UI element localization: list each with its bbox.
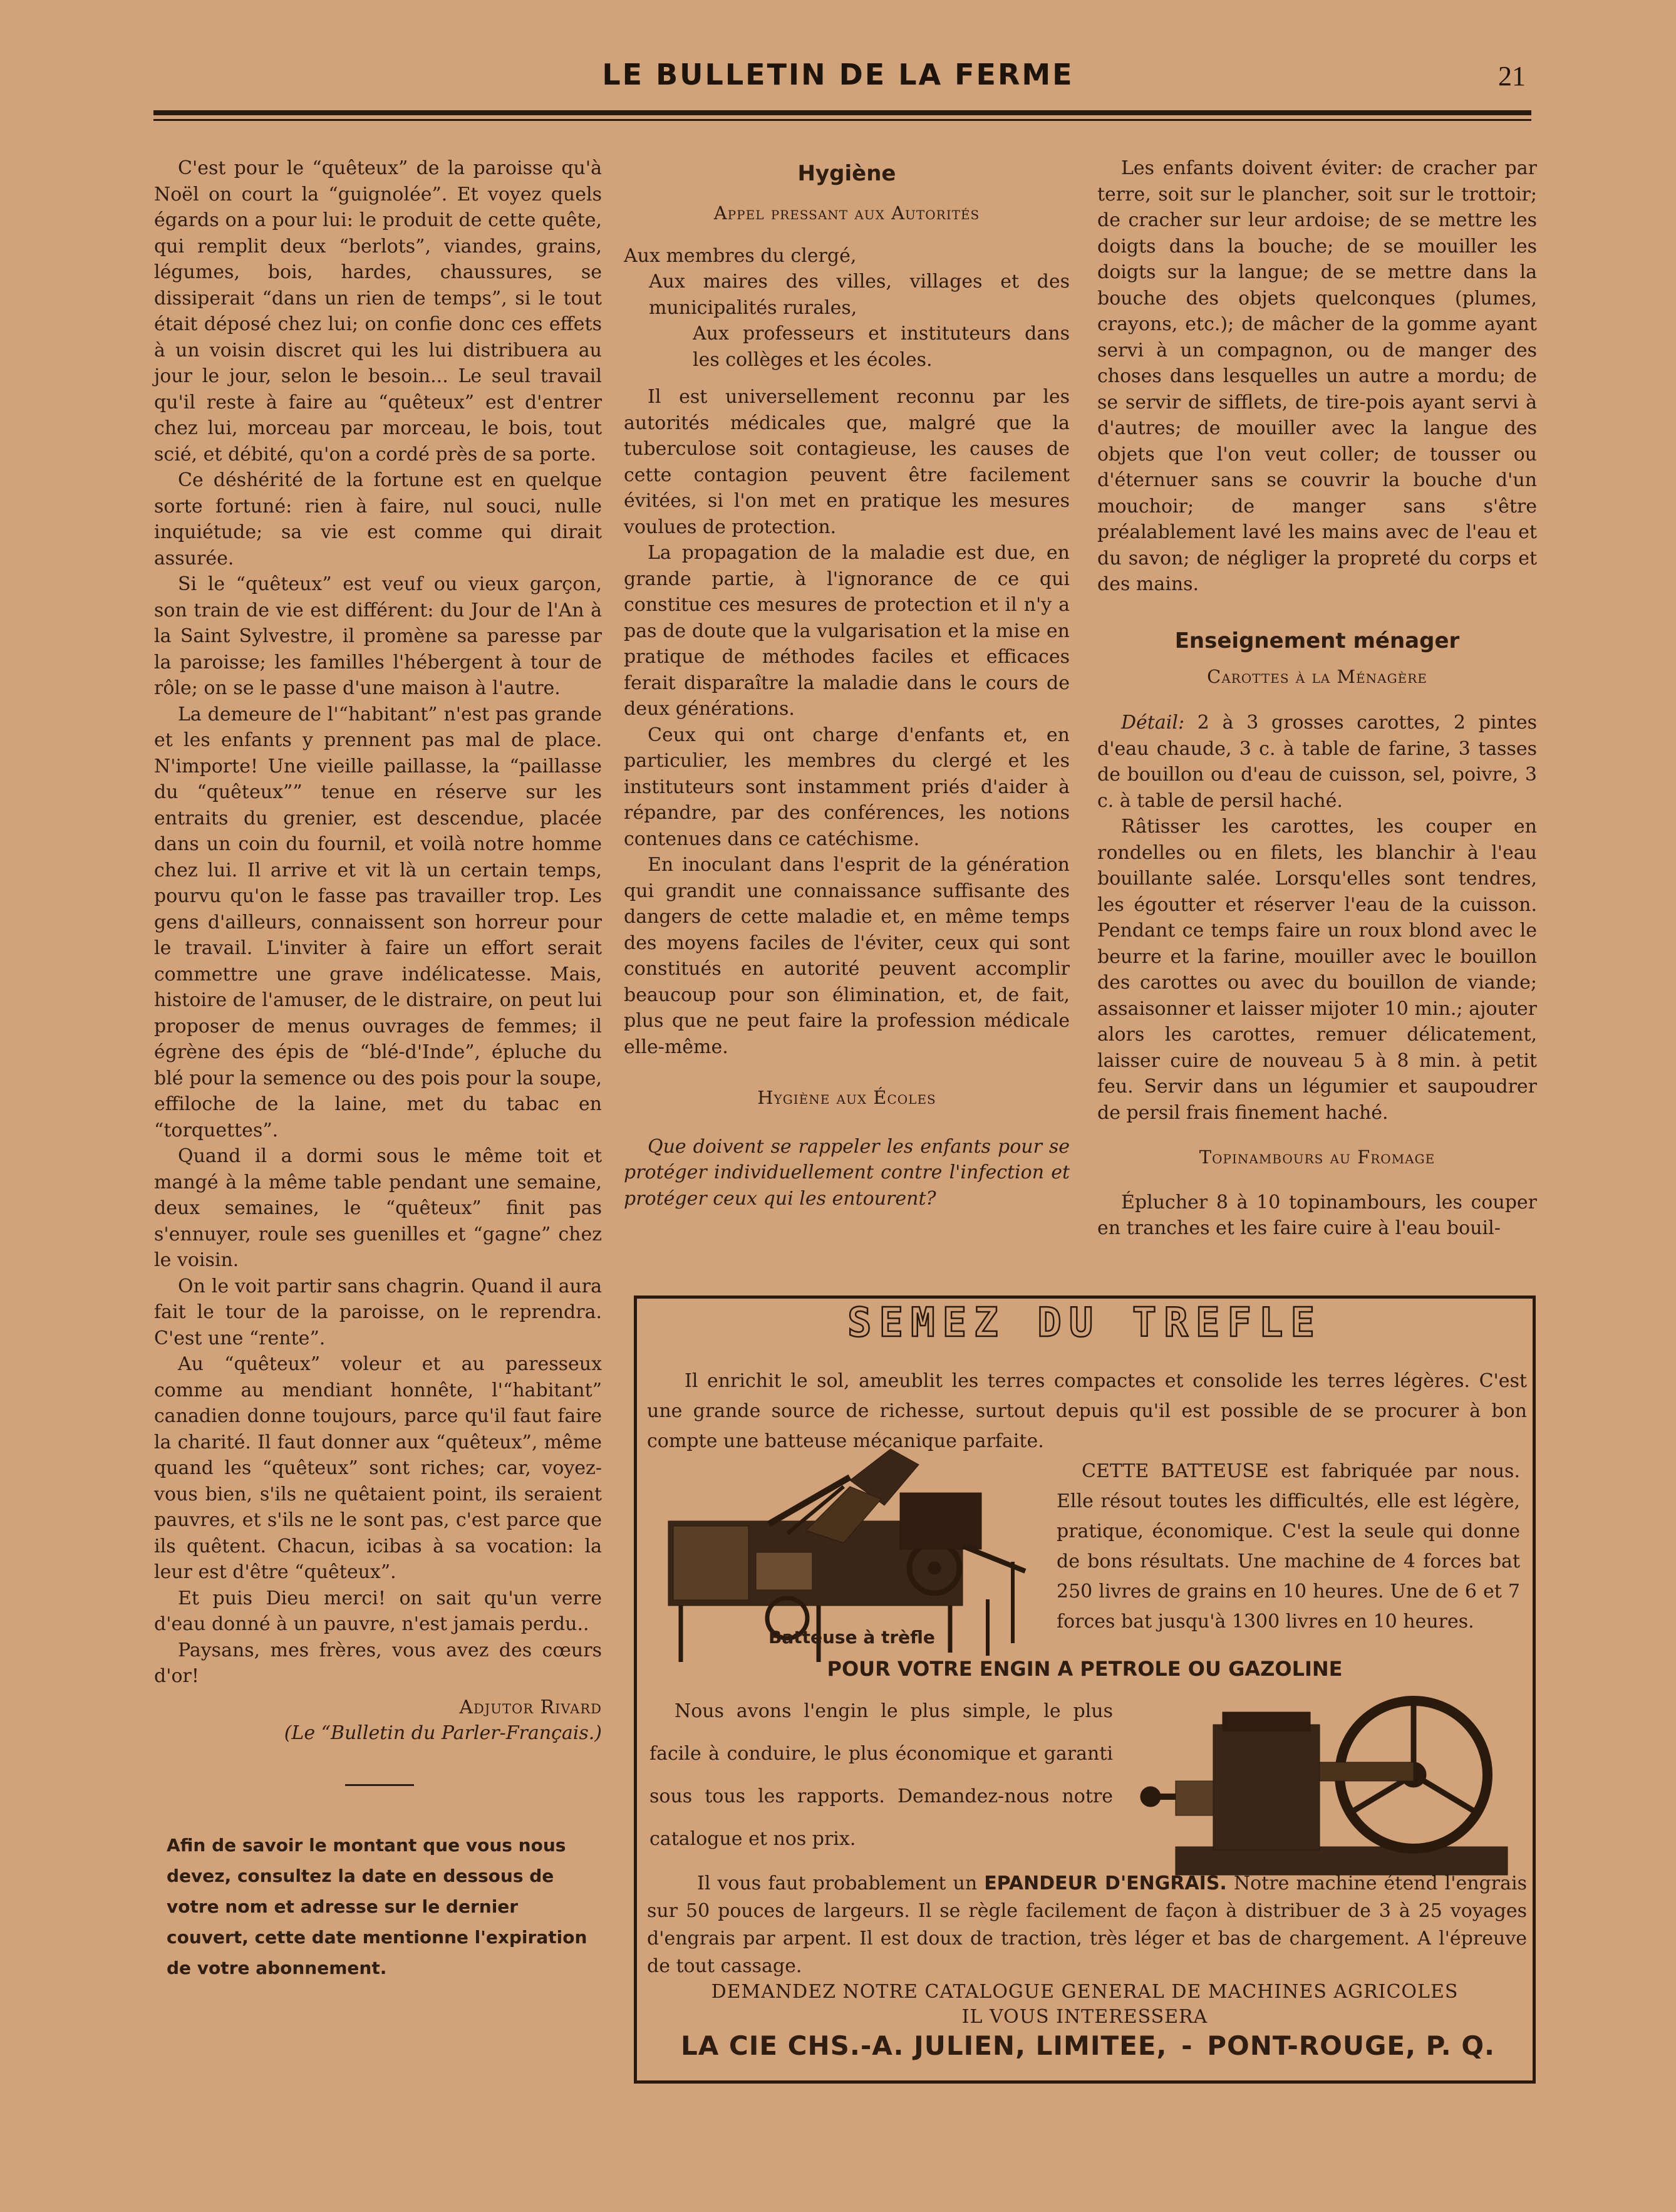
paragraph: Quand il a dormi sous le même toit et mangé à la même table pendant une semaine, deux semaines, le “quêteux” finit pas s'ennuyer, roule ses guenilles et “gagne” chez le voisin. — [154, 1145, 602, 1271]
epandeur-paragraph — [647, 1870, 1527, 1980]
paragraph: Éplucher 8 à 10 topinambours, les couper en tranches et les faire cuire à l'eau bouil- — [1097, 1191, 1537, 1239]
engine-heading: POUR VOTRE ENGIN A PETROLE OU GAZOLINE — [827, 1657, 1343, 1681]
recipe-ingredients — [1097, 710, 1537, 814]
address-line: Aux professeurs et instituteurs dans les collèges et les écoles. — [693, 323, 1070, 371]
paragraph: Paysans, mes frères, vous avez des cœurs d'or! — [154, 1639, 602, 1687]
batteuse-text: CETTE BATTEUSE est fabriquée par nous. Elle résout toutes les difficultés, elle est légère, pratique, économique. C'est la seule qui donne de bons résultats. Une machine de 4 forces bat 250 livres de grains en 10 heures. Une de 6 et 7 forces bat jusqu'à 1300 livres en 10 heures. — [1057, 1460, 1520, 1633]
detail-label: Détail: — [1121, 712, 1185, 734]
header-rule-thick — [153, 110, 1531, 115]
paragraph: C'est pour le “quêteux” de la paroisse qu'à Noël on court la “guignolée”. Et voyez quels égards on a pour lui: le produit de cette quête, qui remplit deux “berlots”, viandes, grains, légumes, bois, hardes, chaussures, se dissiperait “dans un rien de temps”, si le tout était déposé chez lui; on confie donc ces effets à un voisin discret qui les lui distribuera au jour le jour, selon le besoin... Le seul travail qu'il reste à faire au “quêteux” est d'entrer chez lui, morceau par morceau, le bois, tout scié, et débité, qu'on a cordé près de sa porte. — [154, 157, 602, 465]
detail-text: 2 à 3 grosses carottes, 2 pintes d'eau chaude, 3 c. à table de farine, 3 tasses de bouillon ou d'eau de cuisson, sel, poivre, 3 c. à table de persil haché. — [1097, 712, 1538, 812]
epandeur-pre: Il vous faut probablement un — [697, 1872, 978, 1894]
batteuse-description — [1057, 1456, 1520, 1637]
paragraph: Au “quêteux” voleur et au paresseux comme au mendiant honnête, l'“habitant” canadien donne toujours, parce qu'il faut faire la charité. Il faut donner aux “quêteux”, même quand les “quêteux” sont riches; car, voyez-vous bien, s'ils ne quêtaient point, ils seraient pauvres, et s'ils ne le sont pas, c'est parce que ils quêtent. Chacun, icibas à sa vocation: la leur est d'être “quêteux”. — [154, 1353, 602, 1583]
section-divider — [345, 1784, 414, 1786]
question-paragraph: Que doivent se rappeler les enfants pour se protéger individuellement contre l'infection et protéger ceux qui les entourent? — [624, 1135, 1070, 1210]
thresher-caption: Batteuse à trèfle — [768, 1627, 935, 1648]
masthead-title: LE BULLETIN DE LA FERME — [602, 58, 1074, 91]
section-title-enseignement: Enseignement ménager — [1174, 628, 1460, 653]
paragraph: Il est universellement reconnu par les autorités médicales que, malgré que la tuberculose soit contagieuse, les causes de cette contagion peuvent être facilement évitées, si l'on met en pratique les mesures voulues de protection. — [624, 386, 1070, 538]
catalog-line-1: DEMANDEZ NOTRE CATALOGUE GENERAL DE MACHINES AGRICOLES — [711, 1981, 1459, 2003]
catalog-line-2: IL VOUS INTERESSERA — [961, 2006, 1208, 2028]
column-quêteux — [154, 155, 602, 1983]
paragraph: En inoculant dans l'esprit de la génération qui grandit une connaissance suffisante des dangers de cette maladie et, en même temps des moyens faciles de l'éviter, ceux qui sont constitués en autorité peuvent accomplir beaucoup pour son élimination, et, de fait, plus que ne peut faire la profession médicale elle-même. — [624, 854, 1070, 1058]
source-citation: (Le “Bulletin du Parler-Français.) — [284, 1722, 602, 1744]
ad-intro-text: Il enrichit le sol, ameublit les terres compactes et consolide les terres légères. C'est une grande source de richesse, surtout depuis qu'il est possible de se procurer à bon compte une batteuse mécanique parfaite. — [647, 1370, 1527, 1452]
paragraph: Si le “quêteux” est veuf ou vieux garçon, son train de vie est différent: du Jour de l'An à la Saint Sylvestre, il promène sa paresse par la paroisse; les familles l'hébergent à tour de rôle; on se le passe d'une maison à l'autre. — [154, 573, 602, 699]
author-signature: Adjutor Rivard — [459, 1696, 602, 1718]
company-separator: - — [1181, 2030, 1193, 2061]
advertisement-box — [634, 1296, 1536, 2084]
paragraph: Ceux qui ont charge d'enfants et, en particulier, les membres du clergé et les instituteurs sont instamment priés d'aider à répandre, par des conférences, les notions contenues dans ce catéchisme. — [624, 724, 1070, 850]
recipe-title: Carottes à la Ménagère — [1207, 665, 1427, 687]
engine-description — [649, 1690, 1113, 1861]
header-rule-thin — [153, 119, 1531, 121]
column-hygiene — [624, 155, 1070, 1212]
section-subtitle: Appel pressant aux Autorités — [713, 202, 980, 224]
paragraph: On le voit partir sans chagrin. Quand il aura fait le tour de la paroisse, on le reprendra. C'est une “rente”. — [154, 1275, 602, 1349]
ad-headline: SEMEZ DU TREFLE — [847, 1300, 1322, 1346]
epandeur-post: Notre machine étend l'engrais sur 50 pouces de largeurs. Il se règle facilement de façon à distribuer de 3 à 25 voyages d'engrais par arpent. Il est doux de traction, très léger et bas de chargement. A l'épreuve de tout cassage. — [647, 1872, 1528, 1977]
section-subtitle: Hygiène aux Écoles — [757, 1087, 936, 1108]
paragraph: Ce déshérité de la fortune est en quelque sorte fortuné: rien à faire, nul souci, nulle inquiétude; sa vie est comme qui dirait assurée. — [154, 469, 602, 569]
section-title-hygiene: Hygiène — [797, 161, 896, 186]
recipe-title: Topinambours au Fromage — [1199, 1146, 1435, 1168]
paragraph: La demeure de l'“habitant” n'est pas grande et les enfants y prennent pas mal de place. N'importe! Une vieille paillasse, la “paillasse du “quêteux”” tenue en réserve sur les entraits du grenier, est descendue, placée dans un coin du fournil, et voilà notre homme chez lui. Il arrive et vit là un certain temps, pourvu qu'on le fasse pas travailler trop. Les gens d'ailleurs, connaissent son horreur pour le travail. L'inviter à faire un effort serait commettre une grave indélicatesse. Mais, histoire de l'amuser, de le distraire, on peut lui proposer de menus ouvrages de femmes; il égrène des épis de “blé-d'Inde”, épluche du blé pour la semence ou des pois pour la soupe, effiloche de la laine, met du tabac en “torquettes”. — [154, 703, 602, 1141]
paragraph: Les enfants doivent éviter: de cracher par terre, soit sur le plancher, soit sur le trottoir; de cracher sur leur ardoise; de se mettre les doigts dans la bouche; de se mouiller les doigts sur la langue; de se mettre dans la bouche des objets quelconques (plumes, crayons, etc.); de mâcher de la gomme ayant servi à un compagnon, ou de manger des choses dans lesquelles un autre a mordu; de se servir de sifflets, de tire-pois ayant servi à d'autres; de mouiller avec la langue des objets que l'on veut coller; de tousser ou d'éternuer sans se couvrir la bouche d'un mouchoir; de manger sans s'être préalablement lavé les mains avec de l'eau et du savon; de négliger la propreté du corps et des mains. — [1097, 157, 1537, 595]
engine-illustration — [1138, 1687, 1520, 1887]
paragraph: La propagation de la maladie est due, en grande partie, à l'ignorance de ce qui constitue ces mesures de protection et il n'y a pas de doute que la vulgarisation et la mise en pratique de méthodes faciles et efficaces ferait disparaître la maladie dans le cours de deux générations. — [624, 542, 1070, 720]
company-name: LA CIE CHS.-A. JULIEN, LIMITEE, — [681, 2030, 1167, 2061]
address-line: Aux membres du clergé, — [624, 244, 857, 267]
address-line: Aux maires des villes, villages et des municipalités rurales, — [649, 271, 1070, 319]
company-location: PONT-ROUGE, P. Q. — [1207, 2030, 1495, 2061]
paragraph: Et puis Dieu merci! on sait qu'un verre d'eau donné à un pauvre, n'est jamais perdu.. — [154, 1587, 602, 1635]
engine-text: Nous avons l'engin le plus simple, le plus facile à conduire, le plus économique et garanti sous tous les rapports. Demandez-nous notre catalogue et nos prix. — [649, 1700, 1113, 1850]
epandeur-bold: EPANDEUR D'ENGRAIS. — [984, 1872, 1227, 1894]
page-number: 21 — [1498, 61, 1526, 91]
paragraph: Râtisser les carottes, les couper en rondelles ou en filets, les blanchir à l'eau bouillante salée. Lorsqu'elles sont tendres, les égoutter et réserver l'eau de la cuisson. Pendant ce temps faire un roux blond avec le beurre et la farine, mouiller avec le bouillon des carottes ou avec du bouillon de viande; assaisonner et laisser mijoter 10 min.; ajouter alors les carottes, remuer délicatement, laisser cuire de nouveau 5 à 8 min. à petit feu. Servir dans un légumier et saupoudrer de persil frais finement haché. — [1097, 816, 1537, 1124]
company-line — [681, 2030, 1495, 2061]
subscription-notice: Afin de savoir le montant que vous nous devez, consultez la date en dessous de votre nom et adresse sur le dernier couvert, cette date mentionne l'expiration de votre abonnement. — [167, 1834, 587, 1978]
column-enseignement — [1097, 155, 1537, 1242]
